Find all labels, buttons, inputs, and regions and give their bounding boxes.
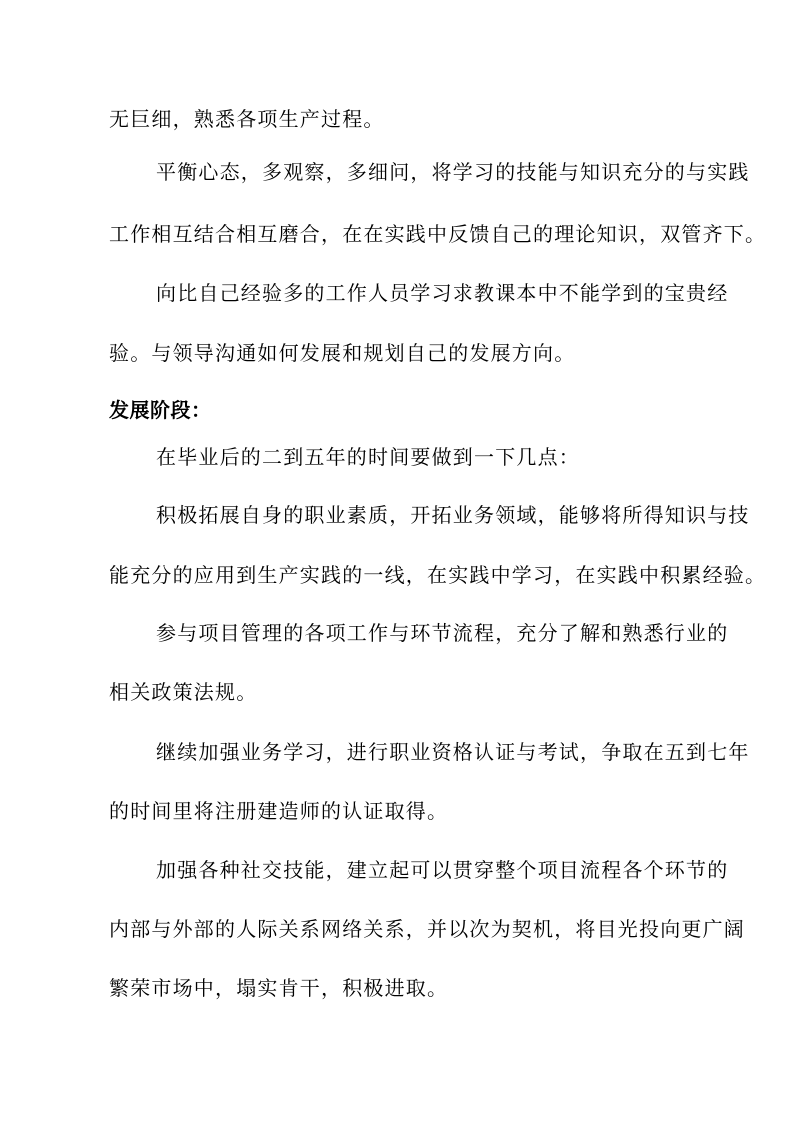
section-heading: 发展阶段： [109, 398, 212, 422]
paragraph-1-line-1: 无巨细，熟悉各项生产过程。 [109, 107, 385, 131]
paragraph-3-line-1: 向比自己经验多的工作人员学习求教课本中不能学到的宝贵经 [156, 281, 729, 305]
paragraph-6-line-1: 参与项目管理的各项工作与环节流程，充分了解和熟悉行业的 [156, 621, 729, 645]
paragraph-7-line-1: 继续加强业务学习，进行职业资格认证与考试，争取在五到七年 [156, 740, 750, 764]
paragraph-8-line-1: 加强各种社交技能，建立起可以贯穿整个项目流程各个环节的 [156, 858, 729, 882]
paragraph-5-line-2: 能充分的应用到生产实践的一线，在实践中学习，在实践中积累经验。 [109, 563, 767, 587]
paragraph-2-line-2: 工作相互结合相互磨合，在在实践中反馈自己的理论知识，双管齐下。 [109, 222, 767, 246]
paragraph-8-line-3: 繁荣市场中，塌实肯干，积极进取。 [109, 976, 449, 1000]
paragraph-5-line-1: 积极拓展自身的职业素质，开拓业务领域，能够将所得知识与技 [156, 503, 750, 527]
paragraph-7-line-2: 的时间里将注册建造师的认证取得。 [109, 799, 449, 823]
paragraph-6-line-2: 相关政策法规。 [109, 680, 258, 704]
paragraph-2-line-1: 平衡心态，多观察，多细问，将学习的技能与知识充分的与实践 [156, 160, 750, 184]
paragraph-8-line-2: 内部与外部的人际关系网络关系，并以次为契机，将目光投向更广阔 [109, 917, 745, 941]
paragraph-4-line-1: 在毕业后的二到五年的时间要做到一下几点： [156, 445, 580, 469]
paragraph-3-line-2: 验。与领导沟通如何发展和规划自己的发展方向。 [109, 341, 576, 365]
